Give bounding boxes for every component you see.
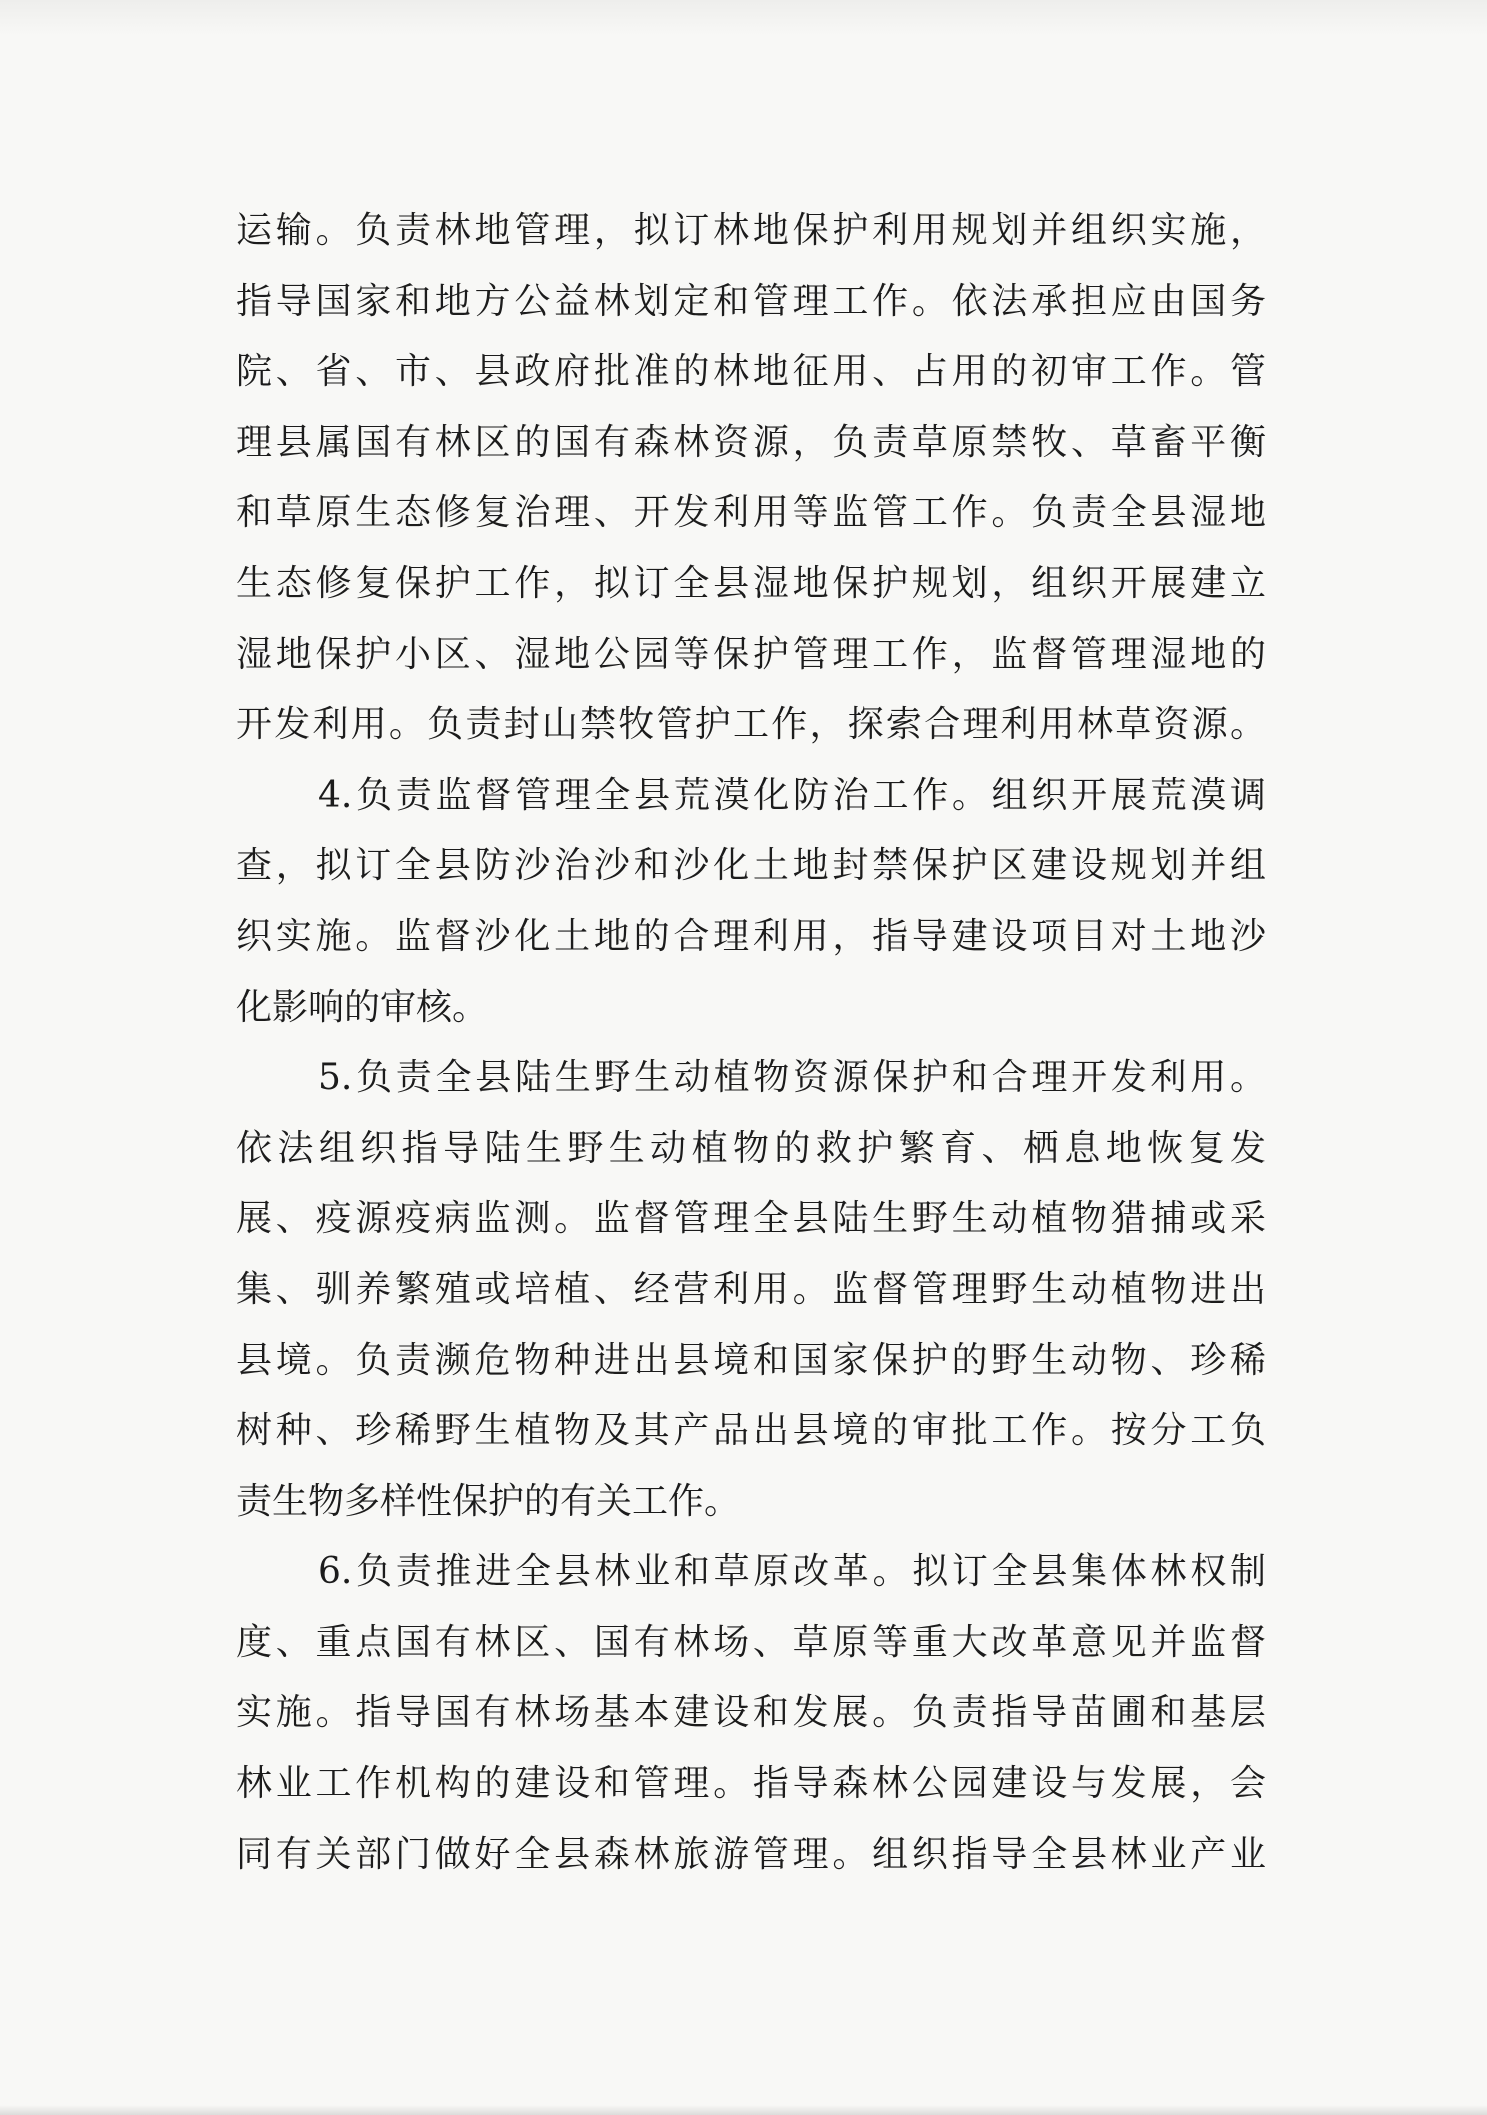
- text-line: 理县属国有林区的国有森林资源，负责草原禁牧、草畜平衡: [236, 421, 1266, 463]
- text-line: 度、重点国有林区、国有林场、草原等重大改革意见并监督: [236, 1621, 1266, 1663]
- text-line: 开发利用。负责封山禁牧管护工作，探索合理利用林草资源。: [236, 704, 1266, 746]
- text-line: 实施。指导国有林场基本建设和发展。负责指导苗圃和基层: [236, 1692, 1266, 1734]
- text-line: 生态修复保护工作，拟订全县湿地保护规划，组织开展建立: [236, 562, 1266, 604]
- text-line: 依法组织指导陆生野生动植物的救护繁育、栖息地恢复发: [236, 1127, 1266, 1169]
- text-line: 同有关部门做好全县森林旅游管理。组织指导全县林业产业: [236, 1833, 1266, 1875]
- text-line: 化影响的审核。: [236, 986, 489, 1028]
- scan-shadow-top: [0, 0, 1487, 36]
- text-line: 运输。负责林地管理，拟订林地保护利用规划并组织实施，: [236, 210, 1266, 251]
- body-text: [236, 196, 1266, 1890]
- text-line: 树种、珍稀野生植物及其产品出县境的审批工作。按分工负: [236, 1410, 1266, 1452]
- text-line: 6.负责推进全县林业和草原改革。拟订全县集体林权制: [318, 1551, 1266, 1593]
- text-line: 县境。负责濒危物种进出县境和国家保护的野生动物、珍稀: [236, 1339, 1266, 1381]
- text-line: 指导国家和地方公益林划定和管理工作。依法承担应由国务: [236, 280, 1266, 322]
- text-line: 责生物多样性保护的有关工作。: [236, 1480, 741, 1522]
- text-line: 和草原生态修复治理、开发利用等监管工作。负责全县湿地: [236, 492, 1266, 534]
- text-line: 集、驯养繁殖或培植、经营利用。监督管理野生动植物进出: [236, 1268, 1266, 1310]
- text-line: 展、疫源疫病监测。监督管理全县陆生野生动植物猎捕或采: [236, 1198, 1266, 1240]
- text-line: 织实施。监督沙化土地的合理利用，指导建设项目对土地沙: [236, 915, 1266, 957]
- text-line: 院、省、市、县政府批准的林地征用、占用的初审工作。管: [236, 351, 1266, 393]
- scan-shadow-bottom: [0, 2105, 1487, 2115]
- text-line: 4.负责监督管理全县荒漠化防治工作。组织开展荒漠调: [318, 774, 1266, 816]
- text-line: 5.负责全县陆生野生动植物资源保护和合理开发利用。: [318, 1057, 1266, 1099]
- text-line: 林业工作机构的建设和管理。指导森林公园建设与发展，会: [236, 1763, 1266, 1805]
- text-line: 湿地保护小区、湿地公园等保护管理工作，监督管理湿地的: [236, 633, 1266, 675]
- text-line: 查，拟订全县防沙治沙和沙化土地封禁保护区建设规划并组: [236, 845, 1266, 887]
